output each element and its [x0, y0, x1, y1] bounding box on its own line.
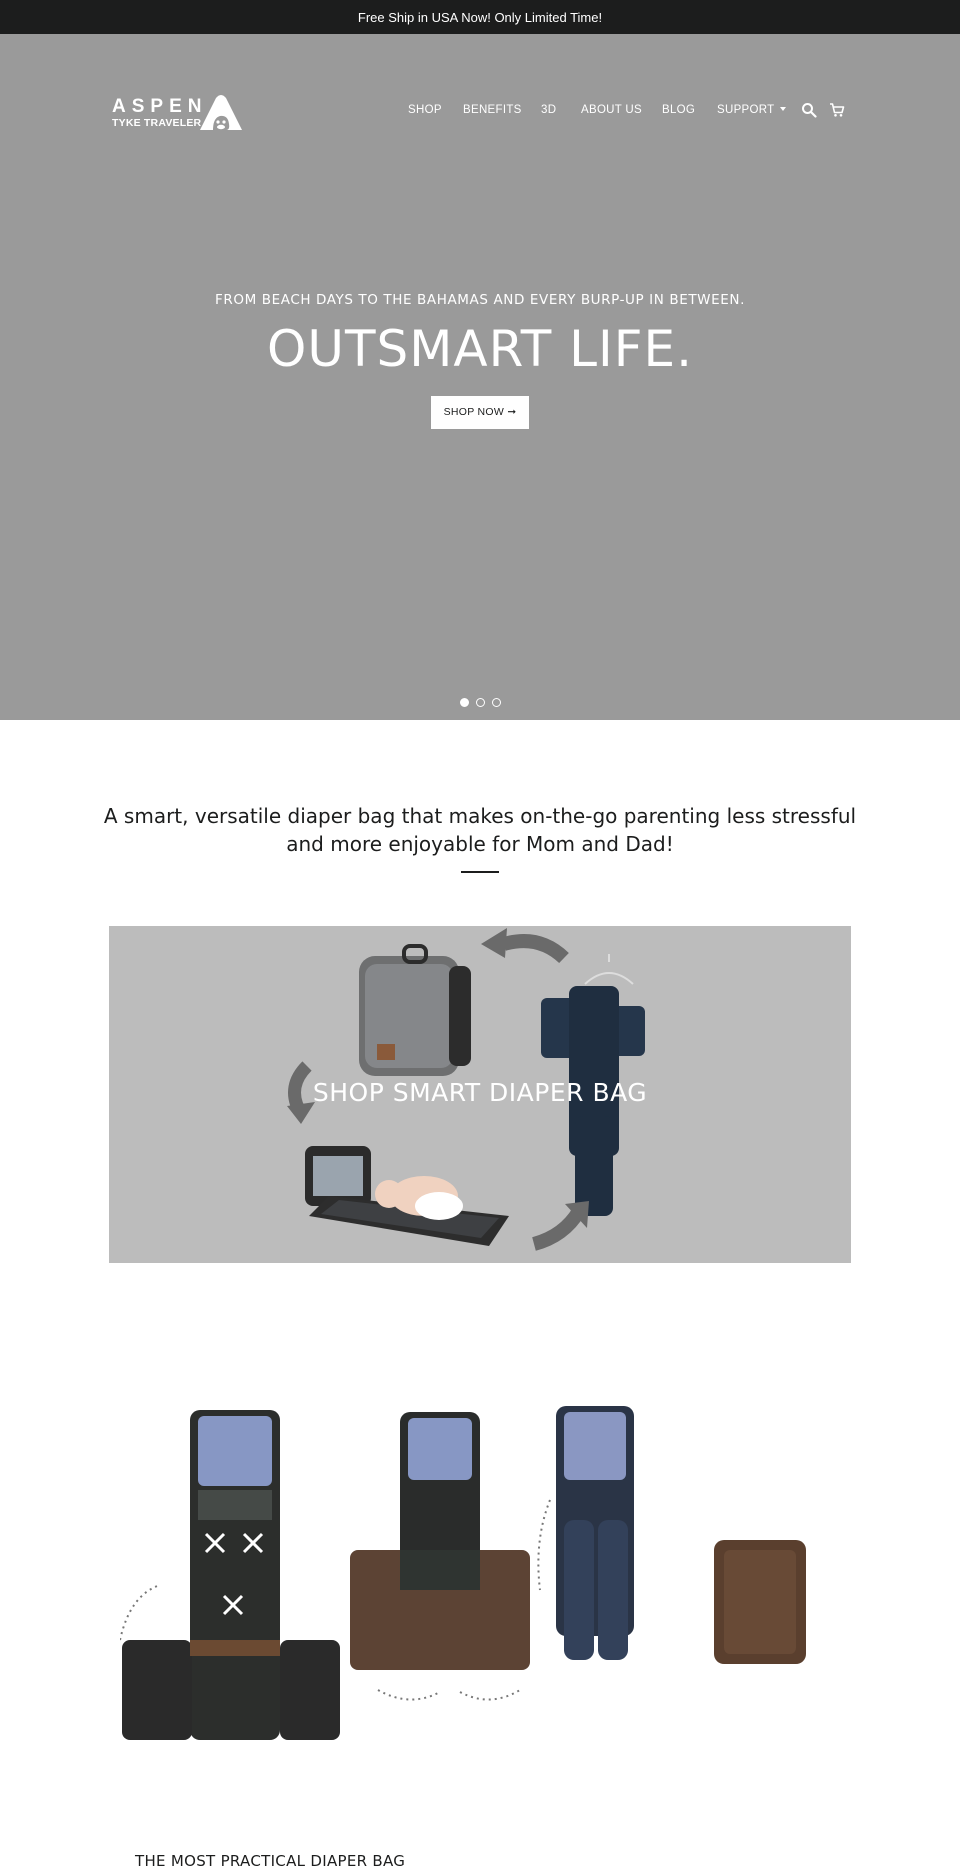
nav-item-3d[interactable]: 3D	[541, 104, 557, 116]
hero-slideshow	[0, 34, 960, 720]
cart-icon[interactable]	[829, 102, 845, 118]
diaper-bag-configurations-image	[120, 1400, 840, 1760]
nav-item-shop[interactable]: SHOP	[408, 104, 442, 116]
shop-now-button[interactable]: SHOP NOW ➞	[431, 396, 529, 429]
slide-dot-1[interactable]	[460, 698, 469, 707]
slide-dot-2[interactable]	[476, 698, 485, 707]
nav-item-benefits[interactable]: BENEFITS	[463, 104, 522, 116]
hero-subtitle: FROM BEACH DAYS TO THE BAHAMAS AND EVERY BURP-UP IN BETWEEN.	[215, 292, 745, 308]
slide-dot-3[interactable]	[492, 698, 501, 707]
intro-text: A smart, versatile diaper bag that makes on-the-go parenting less stressful and more enjoyable for Mom and Dad!	[103, 804, 857, 856]
promo-banner[interactable]	[109, 926, 851, 1263]
nav-item-support[interactable]	[717, 104, 786, 116]
brand-tagline: TYKE TRAVELER	[112, 117, 202, 129]
search-icon[interactable]	[801, 102, 817, 118]
brand-name: ASPEN	[112, 96, 208, 117]
chevron-down-icon	[780, 107, 786, 111]
announcement-bar	[0, 0, 960, 34]
nav-item-about-us[interactable]: ABOUT US	[581, 104, 642, 116]
nav-item-support-label: SUPPORT	[717, 104, 775, 116]
hero-title: OUTSMART LIFE.	[267, 320, 693, 378]
announcement-text: Free Ship in USA Now! Only Limited Time!	[357, 9, 603, 25]
hero-content	[0, 292, 960, 429]
promo-label: SHOP SMART DIAPER BAG	[312, 1078, 648, 1107]
slideshow-dots	[0, 698, 960, 708]
nav-item-blog[interactable]: BLOG	[662, 104, 696, 116]
divider	[461, 871, 499, 873]
section-title: THE MOST PRACTICAL DIAPER BAG	[135, 1852, 406, 1870]
